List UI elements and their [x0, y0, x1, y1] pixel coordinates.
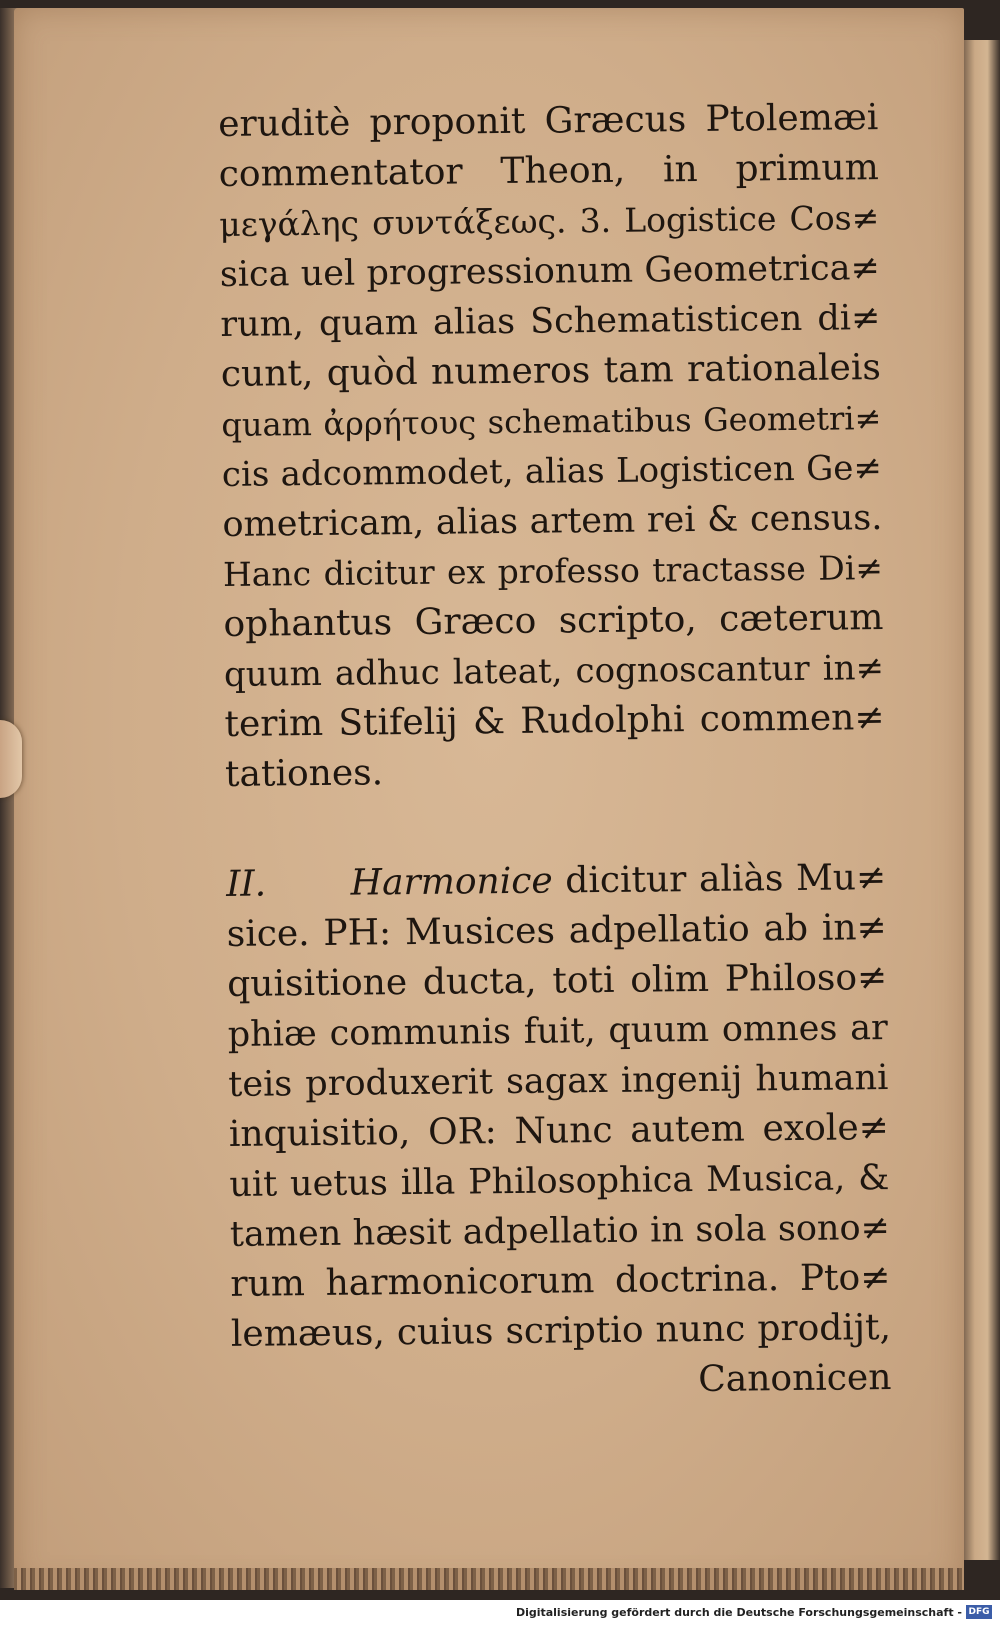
text-line: commentator Theon, in primum: [218, 147, 879, 195]
text-line: Hanc dicitur ex professo tractasse Di≠: [222, 548, 884, 594]
page-text: [218, 93, 892, 1410]
section-lead-word: Harmonice: [350, 860, 553, 904]
page-fore-edge: [958, 40, 1000, 1560]
section-number: II.: [226, 863, 267, 905]
text-line: quam ἀρρήτους schematibus Geometri≠: [221, 399, 882, 444]
text-line: eruditè proponit Græcus Ptolemæi: [218, 97, 879, 145]
text-line: sice. PH: Musices adpellatio ab in≠: [226, 907, 887, 955]
text-line: uit uetus illa Philosophica Musica, &: [229, 1158, 890, 1205]
text-line: tationes.: [224, 752, 384, 795]
text-line: teis produxerit sagax ingenij humani: [228, 1058, 889, 1105]
text-line: rum, quam alias Schematisticen di≠: [220, 298, 881, 345]
text-line: ophantus Græco scripto, cæterum: [223, 597, 884, 645]
text-line: ometricam, alias artem rei & census.: [222, 498, 883, 545]
text-line: cunt, quòd numeros tam rationaleis: [220, 347, 882, 395]
text-line: terim Stifelij & Rudolphi commen≠: [224, 697, 885, 745]
text-line: cis adcommodet, alias Logisticen Ge≠: [221, 448, 883, 495]
text-line: sica uel progressionum Geometrica≠: [219, 248, 881, 295]
text-line: μεγάλης συντάξεως. 3. Logistice Cos≠: [219, 198, 880, 244]
catchword: Canonicen: [697, 1357, 892, 1401]
book-clasp: [0, 720, 22, 798]
text-line: quum adhuc lateat, cognoscantur in≠: [223, 648, 885, 695]
text-line: inquisitio, OR: Nunc autem exole≠: [228, 1107, 890, 1155]
digitization-credit: Digitalisierung gefördert durch die Deutsche Forschungsgemeinschaft -: [515, 1606, 962, 1619]
page-bottom-edge: [14, 1568, 964, 1590]
text-line: rum harmonicorum doctrina. Pto≠: [230, 1257, 891, 1305]
dfg-logo: DFG: [966, 1605, 992, 1619]
text-line: lemæus, cuius scriptio nunc prodijt,: [230, 1307, 892, 1355]
text-line: phiæ communis fuit, quum omnes ar: [227, 1008, 888, 1055]
section-gap: [225, 793, 886, 860]
text-line: quisitione ducta, toti olim Philoso≠: [227, 957, 888, 1005]
section-heading-line: [226, 853, 886, 910]
section-first-line-rest: dicitur aliàs Mu≠: [565, 857, 887, 902]
text-line: tamen hæsit adpellatio in sola sono≠: [229, 1208, 891, 1255]
